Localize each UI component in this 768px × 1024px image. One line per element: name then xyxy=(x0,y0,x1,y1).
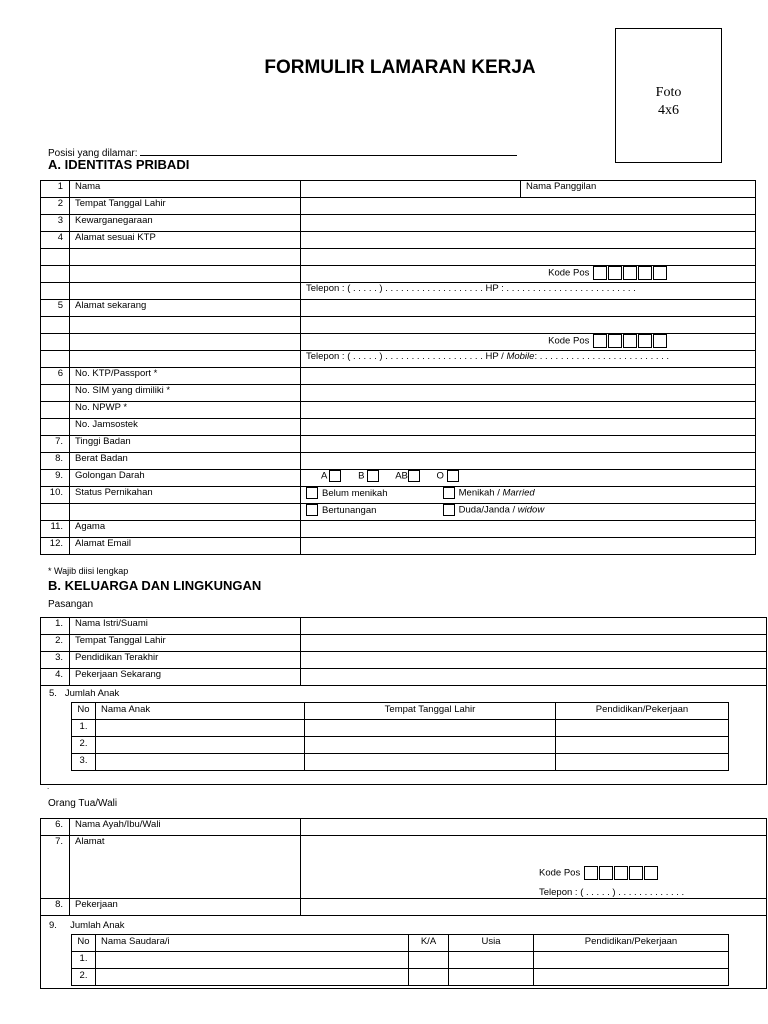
npwp-label: No. NPWP * xyxy=(70,402,301,419)
row-number: 5. xyxy=(49,688,57,699)
row-number: 7. xyxy=(41,836,70,899)
alamat-ktp-input[interactable] xyxy=(301,232,756,249)
ayah-input[interactable] xyxy=(301,819,767,836)
pasangan-field-label: Pendidikan Terakhir xyxy=(70,652,301,669)
row-number: 4. xyxy=(41,669,70,686)
berat-label: Berat Badan xyxy=(70,453,301,470)
kode-pos-box[interactable] xyxy=(584,866,598,880)
alamat-ktp-label: Alamat sesuai KTP xyxy=(70,232,301,249)
usia-input[interactable] xyxy=(449,952,534,969)
posisi-input-line[interactable] xyxy=(140,146,517,156)
married-label: Married xyxy=(502,487,535,499)
col-header: Tempat Tanggal Lahir xyxy=(305,703,556,720)
ttl-anak-input[interactable] xyxy=(305,737,556,754)
telepon-sekarang[interactable] xyxy=(301,351,756,368)
table-row xyxy=(41,819,767,836)
belum-menikah-checkbox[interactable] xyxy=(306,487,318,499)
bertunangan-checkbox[interactable] xyxy=(306,504,318,516)
row-number: 6 xyxy=(41,368,70,385)
kode-pos-box[interactable] xyxy=(653,334,667,348)
row-number: 5 xyxy=(41,300,70,317)
section-b-heading: B. KELUARGA DAN LINGKUNGAN xyxy=(48,578,262,593)
row-number: 12. xyxy=(41,538,70,555)
table-header-row xyxy=(72,703,729,720)
table-row xyxy=(41,232,756,249)
row-number: 4 xyxy=(41,232,70,249)
menikah-label: Menikah / xyxy=(458,487,503,499)
table-row xyxy=(41,419,756,436)
goldar-label: Golongan Darah xyxy=(70,470,301,487)
table-row xyxy=(72,952,729,969)
bertunangan-label: Bertunangan xyxy=(322,504,377,516)
table-row xyxy=(41,317,756,334)
row-number: 2. xyxy=(72,737,96,754)
kode-pos-label: Kode Pos xyxy=(548,335,590,347)
ttl-anak-input[interactable] xyxy=(305,720,556,737)
anak-table xyxy=(71,702,729,771)
email-input[interactable] xyxy=(301,538,756,555)
col-header: Nama Saudara/i xyxy=(96,935,409,952)
table-row xyxy=(41,334,756,351)
jamsostek-label: No. Jamsostek xyxy=(70,419,301,436)
jamsostek-input[interactable] xyxy=(301,419,756,436)
col-header: No xyxy=(72,935,96,952)
table-row xyxy=(41,300,756,317)
duda-janda-label: Duda/Janda / xyxy=(458,504,518,516)
npwp-input[interactable] xyxy=(301,402,756,419)
pendidikan-anak-input[interactable] xyxy=(556,720,729,737)
berat-input[interactable] xyxy=(301,453,756,470)
photo-label-line2: 4x6 xyxy=(658,103,679,118)
goldar-options xyxy=(301,470,756,487)
agama-input[interactable] xyxy=(301,521,756,538)
goldar-a-checkbox[interactable] xyxy=(329,470,341,482)
pendidikan-saudara-input[interactable] xyxy=(534,969,729,986)
nama-label: Nama xyxy=(70,181,301,198)
nama-saudara-input[interactable] xyxy=(96,952,409,969)
kode-pos-ortu[interactable] xyxy=(539,866,658,880)
ka-input[interactable] xyxy=(409,969,449,986)
sim-label: No. SIM yang dimiliki * xyxy=(70,385,301,402)
section-a-heading: A. IDENTITAS PRIBADI xyxy=(48,157,190,172)
goldar-o-checkbox[interactable] xyxy=(447,470,459,482)
col-header: K/A xyxy=(409,935,449,952)
pasangan-field-label: Nama Istri/Suami xyxy=(70,618,301,635)
sim-input[interactable] xyxy=(301,385,756,402)
email-label: Alamat Email xyxy=(70,538,301,555)
row-number: 3. xyxy=(41,652,70,669)
tinggi-label: Tinggi Badan xyxy=(70,436,301,453)
nama-saudara-input[interactable] xyxy=(96,969,409,986)
row-number: 9. xyxy=(49,920,57,931)
pasangan-field-input[interactable] xyxy=(301,669,767,686)
ttl-label: Tempat Tanggal Lahir xyxy=(70,198,301,215)
kode-pos-box[interactable] xyxy=(653,266,667,280)
menikah-checkbox[interactable] xyxy=(443,487,455,499)
table-row xyxy=(41,521,756,538)
kode-pos-box[interactable] xyxy=(614,866,628,880)
row-number: 3. xyxy=(72,754,96,771)
table-header-row xyxy=(72,935,729,952)
saudara-section xyxy=(41,916,767,989)
pendidikan-anak-input[interactable] xyxy=(556,754,729,771)
jumlah-anak-section xyxy=(41,686,767,785)
table-row xyxy=(41,686,767,785)
ktp-label: No. KTP/Passport * xyxy=(70,368,301,385)
goldar-a-label: A xyxy=(321,470,327,482)
goldar-b-label: B xyxy=(358,470,365,482)
goldar-ab-checkbox[interactable] xyxy=(408,470,420,482)
kode-pos-sekarang[interactable] xyxy=(301,334,756,351)
row-number: 11. xyxy=(41,521,70,538)
table-row xyxy=(72,754,729,771)
table-row xyxy=(41,283,756,300)
orangtua-table xyxy=(40,818,767,989)
ayah-label: Nama Ayah/Ibu/Wali xyxy=(70,819,301,836)
pasangan-label: Pasangan xyxy=(48,599,94,610)
pasangan-field-input[interactable] xyxy=(301,652,767,669)
status-options-1 xyxy=(301,487,756,504)
table-row xyxy=(41,899,767,916)
kode-pos-box[interactable] xyxy=(623,334,637,348)
posisi-label: Posisi yang dilamar: xyxy=(48,148,138,159)
kode-pos-box[interactable] xyxy=(638,334,652,348)
row-number: 10. xyxy=(41,487,70,504)
row-number: 1 xyxy=(41,181,70,198)
table-row xyxy=(41,836,767,899)
col-header: Usia xyxy=(449,935,534,952)
table-row xyxy=(41,385,756,402)
kode-pos-box[interactable] xyxy=(593,334,607,348)
photo-label-line1: Foto xyxy=(655,85,682,100)
row-number: 2. xyxy=(72,969,96,986)
stray-dot: . xyxy=(47,782,50,791)
row-number: 1. xyxy=(41,618,70,635)
orangtua-label: Orang Tua/Wali xyxy=(48,798,118,809)
table-row xyxy=(41,504,756,521)
jumlah-saudara-label: Jumlah Anak xyxy=(70,920,125,931)
pendidikan-saudara-input[interactable] xyxy=(534,952,729,969)
telepon-suffix: : . . . . . . . . . . . . . . . . . . . . . . . . . xyxy=(534,351,670,362)
nama-anak-input[interactable] xyxy=(96,737,305,754)
agama-label: Agama xyxy=(70,521,301,538)
col-header: Pendidikan/Pekerjaan xyxy=(556,703,729,720)
row-number: 8. xyxy=(41,453,70,470)
kode-pos-label: Kode Pos xyxy=(539,867,581,879)
status-options-2 xyxy=(301,504,756,521)
kewarganegaraan-label: Kewarganegaraan xyxy=(70,215,301,232)
pasangan-field-label: Tempat Tanggal Lahir xyxy=(70,635,301,652)
status-label: Status Pernikahan xyxy=(70,487,301,504)
alamat-ktp-input-2[interactable] xyxy=(301,249,756,266)
nama-panggilan-cell[interactable] xyxy=(521,181,756,198)
table-row xyxy=(41,351,756,368)
photo-label xyxy=(616,84,721,120)
kode-pos-ktp[interactable] xyxy=(301,266,756,283)
table-row xyxy=(41,402,756,419)
row-number: 2. xyxy=(41,635,70,652)
row-number: 1. xyxy=(72,720,96,737)
alamat-sekarang-label: Alamat sekarang xyxy=(70,300,301,317)
mandatory-note: * Wajib diisi lengkap xyxy=(48,566,129,576)
alamat-ortu-label: Alamat xyxy=(70,836,301,899)
table-row xyxy=(41,618,767,635)
table-row xyxy=(41,266,756,283)
pasangan-table xyxy=(40,617,767,785)
usia-input[interactable] xyxy=(449,969,534,986)
pekerjaan-ortu-input[interactable] xyxy=(301,899,767,916)
table-row xyxy=(41,249,756,266)
identitas-table xyxy=(40,180,756,555)
goldar-ab-label: AB xyxy=(395,470,408,482)
table-row xyxy=(72,737,729,754)
pasangan-field-input[interactable] xyxy=(301,618,767,635)
nama-input[interactable] xyxy=(301,181,521,198)
kode-pos-box[interactable] xyxy=(593,266,607,280)
duda-janda-checkbox[interactable] xyxy=(443,504,455,516)
table-row xyxy=(41,436,756,453)
telepon-ortu[interactable]: Telepon : ( . . . . . ) . . . . . . . . . . . . . xyxy=(539,887,685,898)
table-row xyxy=(41,368,756,385)
table-row xyxy=(41,215,756,232)
widow-label: widow xyxy=(517,504,545,516)
belum-menikah-label: Belum menikah xyxy=(322,487,388,499)
table-row xyxy=(41,538,756,555)
row-number: 8. xyxy=(41,899,70,916)
ttl-anak-input[interactable] xyxy=(305,754,556,771)
alamat-sekarang-input[interactable] xyxy=(301,300,756,317)
kode-pos-box[interactable] xyxy=(644,866,658,880)
table-row xyxy=(41,198,756,215)
telepon-ktp[interactable]: Telepon : ( . . . . . ) . . . . . . . . . . . . . . . . . . . HP : . . . . . . . . . . . . . . . . . . . . . . . . . xyxy=(301,283,756,300)
row-number: 1. xyxy=(72,952,96,969)
table-row xyxy=(41,181,756,198)
telepon-prefix: Telepon : ( . . . . . ) . . . . . . . . . . . . . . . . . . . HP / xyxy=(306,351,507,362)
ktp-input[interactable] xyxy=(301,368,756,385)
pekerjaan-ortu-label: Pekerjaan xyxy=(70,899,301,916)
jumlah-anak-heading xyxy=(49,688,758,700)
tinggi-input[interactable] xyxy=(301,436,756,453)
table-row xyxy=(41,916,767,989)
jumlah-anak-label: Jumlah Anak xyxy=(64,688,120,699)
col-header: No xyxy=(72,703,96,720)
photo-box xyxy=(615,28,722,163)
ka-input[interactable] xyxy=(409,952,449,969)
kode-pos-label: Kode Pos xyxy=(548,267,590,279)
nama-anak-input[interactable] xyxy=(96,754,305,771)
goldar-o-label: O xyxy=(436,470,444,482)
row-number: 9. xyxy=(41,470,70,487)
table-row xyxy=(41,669,767,686)
nama-panggilan-label: Nama Panggilan xyxy=(526,181,597,192)
pendidikan-anak-input[interactable] xyxy=(556,737,729,754)
kode-pos-box[interactable] xyxy=(608,266,622,280)
table-row xyxy=(41,470,756,487)
kode-pos-box[interactable] xyxy=(638,266,652,280)
kode-pos-box[interactable] xyxy=(623,266,637,280)
pasangan-field-label: Pekerjaan Sekarang xyxy=(70,669,301,686)
alamat-sekarang-input-2[interactable] xyxy=(301,317,756,334)
saudara-heading xyxy=(49,920,758,932)
ttl-input[interactable] xyxy=(301,198,756,215)
table-row xyxy=(41,635,767,652)
row-number: 2 xyxy=(41,198,70,215)
alamat-ortu-input[interactable] xyxy=(301,836,767,899)
nama-anak-input[interactable] xyxy=(96,720,305,737)
table-row xyxy=(41,453,756,470)
row-number: 3 xyxy=(41,215,70,232)
kode-pos-box[interactable] xyxy=(629,866,643,880)
kode-pos-box[interactable] xyxy=(599,866,613,880)
table-row xyxy=(41,487,756,504)
table-row xyxy=(41,652,767,669)
col-header: Nama Anak xyxy=(96,703,305,720)
row-number: 6. xyxy=(41,819,70,836)
kewarganegaraan-input[interactable] xyxy=(301,215,756,232)
mobile-label: Mobile xyxy=(506,351,535,362)
pasangan-field-input[interactable] xyxy=(301,635,767,652)
table-row xyxy=(72,969,729,986)
goldar-b-checkbox[interactable] xyxy=(367,470,379,482)
table-row xyxy=(72,720,729,737)
kode-pos-box[interactable] xyxy=(608,334,622,348)
col-header: Pendidikan/Pekerjaan xyxy=(534,935,729,952)
row-number: 7. xyxy=(41,436,70,453)
form-title: FORMULIR LAMARAN KERJA xyxy=(264,57,536,78)
saudara-table xyxy=(71,934,729,986)
